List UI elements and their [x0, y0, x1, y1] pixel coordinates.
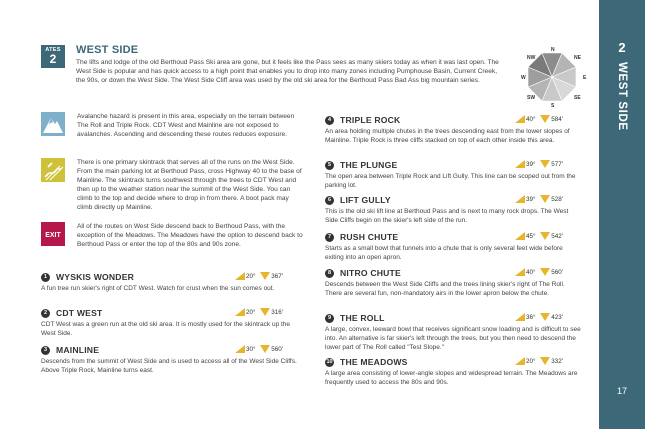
route-vert: 560'	[551, 268, 563, 276]
vertical-drop-icon	[540, 232, 550, 240]
vertical-drop-icon	[540, 357, 550, 365]
route-number: 4	[325, 116, 334, 125]
route-stats	[515, 268, 566, 276]
route-description: A large, convex, leeward bowl that receives significant snow loading and is difficult to see into. An alternative is far skier's left through the trees, but you then need to descend the lower part of The Roll called "Test Slope."	[325, 326, 581, 351]
compass-n: N	[551, 47, 555, 53]
route-vert: 316'	[271, 308, 283, 316]
chapter-title: WEST SIDE	[616, 62, 628, 131]
route-stats	[515, 195, 566, 203]
route-number: 7	[325, 233, 334, 242]
vertical-drop-icon	[540, 160, 550, 168]
avalanche-text: Avalanche hazard is present in this area, especially on the terrain between The Roll and Triple Rock. CDT West and Mainline are not exposed to avalanches. Ascending and descending these routes reduces exposure.	[77, 113, 295, 138]
route-stats	[515, 160, 566, 168]
compass-se: SE	[574, 95, 581, 101]
vertical-drop-icon	[260, 272, 270, 280]
route-stats	[515, 357, 566, 365]
route-stats	[515, 115, 566, 123]
route-number: 2	[41, 309, 50, 318]
avalanche-info	[41, 112, 301, 152]
route-name: LIFT GULLY	[340, 195, 391, 205]
route-vert: 584'	[551, 115, 563, 123]
route-vert: 577'	[551, 160, 563, 168]
route-vert: 332'	[551, 357, 563, 365]
compass-nw: NW	[527, 55, 536, 61]
vertical-drop-icon	[540, 195, 550, 203]
route-name: THE PLUNGE	[340, 160, 398, 170]
slope-angle-icon	[515, 195, 525, 203]
exit-text: All of the routes on West Side descend back to Berthoud Pass, with the exception of the Meadows. The Meadows have the option to descend back to Berthoud Pass or enter the top of the 80s and 90s zone.	[77, 223, 303, 248]
route-description: The open area between Triple Rock and Lift Gully. This line can be scoped out from the parking lot.	[325, 173, 576, 189]
vertical-drop-icon	[260, 308, 270, 316]
ates-badge	[41, 45, 65, 68]
aspect-compass	[518, 44, 594, 110]
route-stats	[235, 308, 286, 316]
slope-angle-icon	[515, 357, 525, 365]
route-description: Starts as a small bowl that funnels into a chute that is only several feet wide before exiting into an open apron.	[325, 245, 563, 261]
route-description: An area holding multiple chutes in the trees descending east from the lower slopes of Mainline. Triple Rock is three cliffs stacked on top of each other inside this area.	[325, 128, 570, 144]
vertical-drop-icon	[540, 313, 550, 321]
slope-angle-icon	[515, 160, 525, 168]
exit-sign-icon	[41, 222, 65, 246]
compass-w: W	[521, 75, 526, 81]
route-slope: 20°	[526, 357, 536, 365]
route-description: CDT West was a green run at the old ski area. It is mostly used for the skintrack up the West Side.	[41, 321, 291, 337]
slope-angle-icon	[515, 115, 525, 123]
route-stats	[515, 232, 566, 240]
route-name: WYSKIS WONDER	[56, 272, 135, 282]
skintrack-info	[41, 158, 301, 218]
zone-title: WEST SIDE	[76, 44, 139, 56]
route-slope: 30°	[246, 345, 256, 353]
route-vert: 528'	[551, 195, 563, 203]
route-slope: 36°	[526, 313, 536, 321]
route-slope: 20°	[246, 272, 256, 280]
chapter-side-tab	[599, 0, 645, 429]
compass-s: S	[551, 103, 555, 109]
skintrack-text: There is one primary skintrack that serves all of the runs on the West Side. From the main parking lot at Berthoud Pass, cross Highway 40 to the base of Mainline. The skintrack turns southwest through the trees to CDT West and then up to the weather station near the summit of the West Side. You can climb to the top and decide where to drop in from there. A boot pack may climb directly up Mainline.	[77, 159, 302, 211]
route-description: Descends from the summit of West Side and is used to access all of the West Side Cliffs. Above Triple Rock, Mainline turns east.	[41, 358, 297, 374]
route-number: 6	[325, 196, 334, 205]
route-vert: 367'	[271, 272, 283, 280]
route-number: 1	[41, 273, 50, 282]
slope-angle-icon	[235, 345, 245, 353]
route-name: TRIPLE ROCK	[340, 115, 401, 125]
vertical-drop-icon	[540, 268, 550, 276]
zone-description: The lifts and lodge of the old Berthoud Pass Ski area are gone, but it feels like the Pass sees as many skiers today as when it was last open. The West Side is popular and has quick access to a high point that enables you to drop into many zones including Pumphouse Basin, Current Creek, the 90s, or down the West Side. The West Side Cliff area was used by the old ski area for the Berthoud Pass Bad Ass big mountain series.	[76, 59, 499, 84]
route-number: 9	[325, 314, 334, 323]
ates-label: ATES	[45, 47, 61, 53]
slope-angle-icon	[235, 272, 245, 280]
route-name: CDT WEST	[56, 308, 103, 318]
exit-label: EXIT	[45, 232, 61, 239]
route-name: RUSH CHUTE	[340, 232, 399, 242]
route-vert: 560'	[271, 345, 283, 353]
vertical-drop-icon	[260, 345, 270, 353]
ates-number: 2	[49, 52, 57, 66]
compass-sw: SW	[527, 95, 536, 101]
route-description: This is the old ski lift line at Berthoud Pass and is next to many rock drops. The West Side Cliffs begin on the skier's left side of the run.	[325, 208, 569, 224]
exit-info	[41, 222, 301, 262]
route-vert: 423'	[551, 313, 563, 321]
route-description: Descends between the West Side Cliffs and the trees lining skier's right of The Roll. There are several fun, non-mandatory airs in the lower apron below the chute.	[325, 281, 565, 297]
route-name: THE ROLL	[340, 313, 385, 323]
route-description: A large area consisting of lower-angle slopes and widespread terrain. The Meadows are frequently used to access the 80s and 90s.	[325, 370, 578, 386]
slope-angle-icon	[515, 313, 525, 321]
route-slope: 39°	[526, 160, 536, 168]
skintrack-icon	[41, 158, 65, 182]
route-name: MAINLINE	[56, 345, 100, 355]
route-name: THE MEADOWS	[340, 357, 408, 367]
route-name: NITRO CHUTE	[340, 268, 401, 278]
slope-angle-icon	[515, 232, 525, 240]
route-number: 10	[326, 359, 333, 365]
avalanche-icon	[41, 112, 65, 136]
vertical-drop-icon	[540, 115, 550, 123]
route-number: 5	[325, 161, 334, 170]
route-description: A fun tree run skier's right of CDT West. Watch for crust when the sun comes out.	[41, 285, 275, 292]
route-slope: 40°	[526, 115, 536, 123]
slope-angle-icon	[235, 308, 245, 316]
route-number: 8	[325, 269, 334, 278]
route-number: 3	[41, 346, 50, 355]
route-slope: 45°	[526, 232, 536, 240]
route-slope: 39°	[526, 195, 536, 203]
compass-ne: NE	[574, 55, 581, 61]
route-vert: 542'	[551, 232, 563, 240]
route-slope: 20°	[246, 308, 256, 316]
slope-angle-icon	[515, 268, 525, 276]
route-stats	[235, 272, 286, 280]
route-slope: 40°	[526, 268, 536, 276]
route-stats	[515, 313, 566, 321]
page-number: 17	[616, 386, 627, 396]
compass-e: E	[583, 75, 587, 81]
chapter-number: 2	[618, 40, 626, 55]
route-stats	[235, 345, 286, 353]
